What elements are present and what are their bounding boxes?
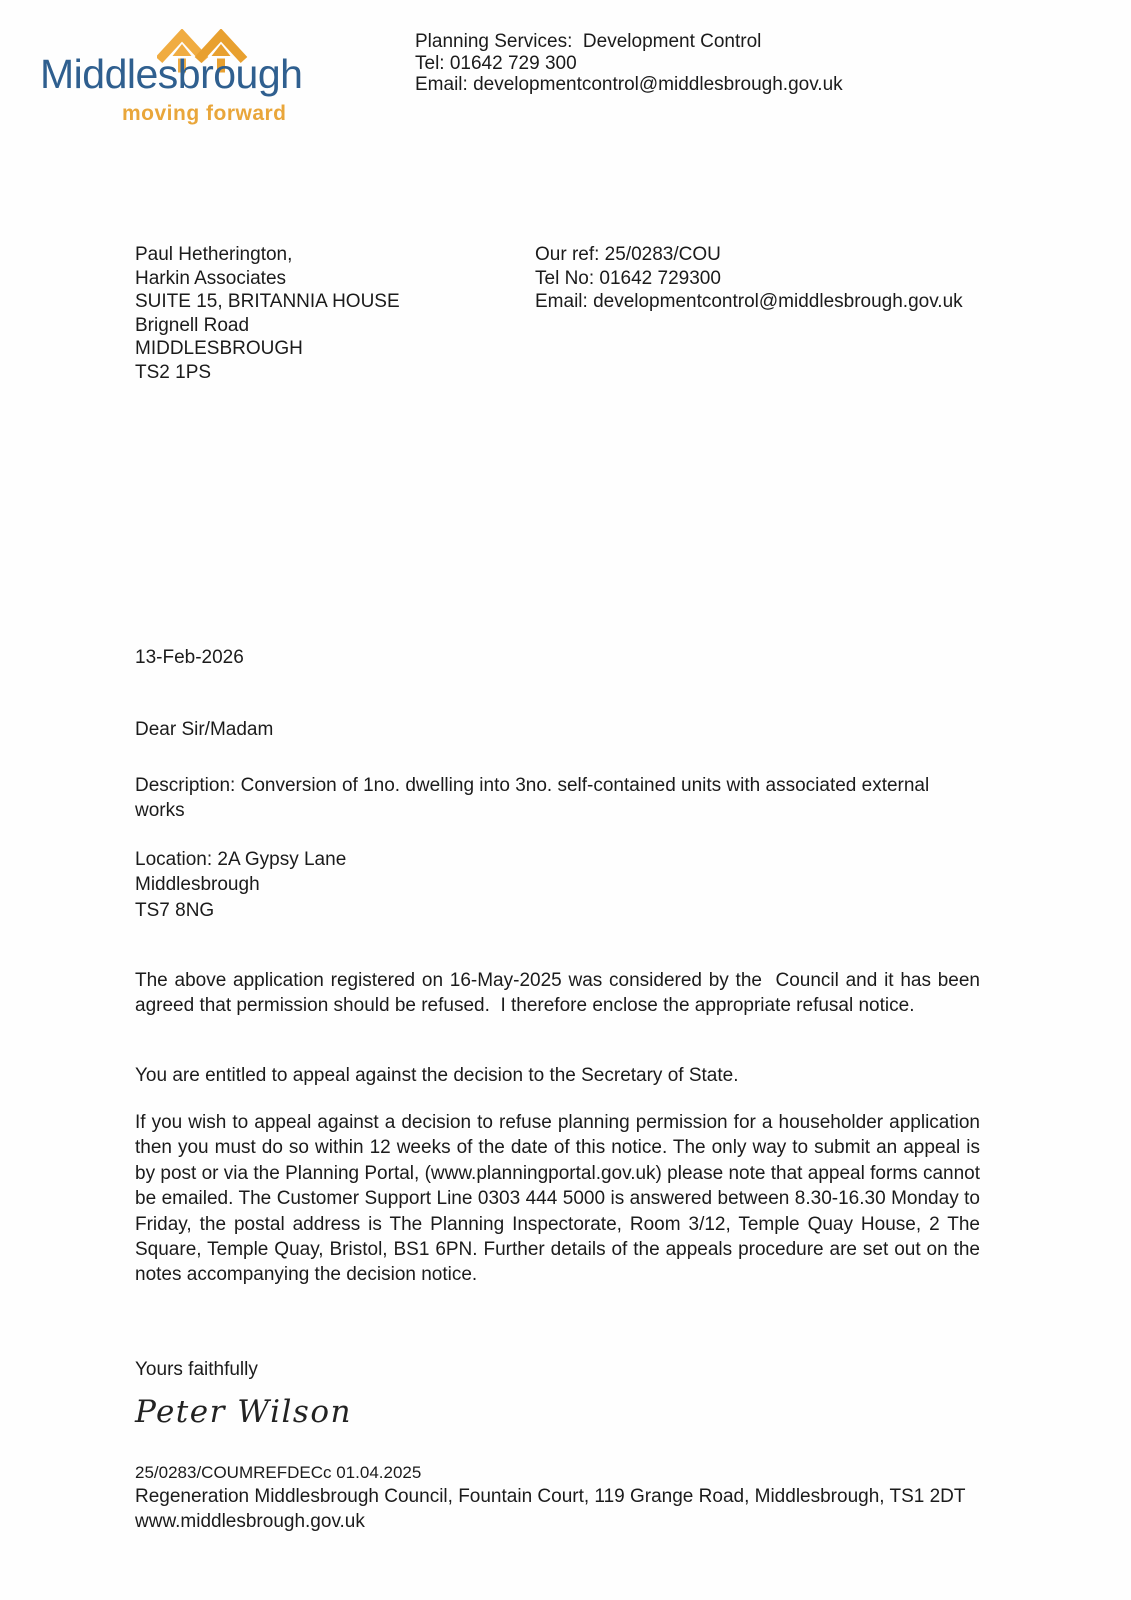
location-block xyxy=(135,847,346,923)
footer-address: Regeneration Middlesbrough Council, Fountain Court, 119 Grange Road, Middlesbrough, TS1 2DT xyxy=(135,1486,966,1507)
recipient-line: Paul Hetherington, xyxy=(135,244,293,265)
signature: Peter Wilson xyxy=(135,1394,352,1430)
recipient-line: Brignell Road xyxy=(135,314,250,336)
header-department: Planning Services: Development Control xyxy=(415,31,762,52)
reference-email: Email: developmentcontrol@middlesbrough.gov.uk xyxy=(535,291,963,313)
letter-date: 13-Feb-2026 xyxy=(135,647,244,668)
logo-title: Middlesbrough xyxy=(40,51,303,97)
recipient-line: Harkin Associates xyxy=(135,267,287,289)
location-line: Location: 2A Gypsy Lane xyxy=(135,849,347,870)
body-paragraph-1: The above application registered on 16-May-2025 was considered by the Council and it has been agreed that permission should be refused. I therefore enclose the appropriate refusal notice. xyxy=(135,970,986,1017)
logo-tagline: moving forward xyxy=(122,102,287,125)
location-line: TS7 8NG xyxy=(135,899,215,921)
recipient-line: TS2 1PS xyxy=(135,361,212,383)
description-line: Description: Conversion of 1no. dwelling into 3no. self-contained units with associated external works xyxy=(135,775,930,822)
body-paragraph-3: If you wish to appeal against a decision to refuse planning permission for a householder application then you must do so within 12 weeks of the date of this notice. The only way to submit an appeal is by post or via the Planning Portal, (www.planningportal.gov.uk) please note that appeal forms cannot be emailed. The Customer Support Line 0303 444 5000 is answered between 8.30-16.30 Monday to Friday, the postal address is The Planning Inspectorate, Room 3/12, Temple Quay House, 2 The Square, Temple Quay, Bristol, BS1 6PN. Further details of the appeals procedure are set out on the notes accompanying the decision notice. xyxy=(135,1112,986,1286)
closing: Yours faithfully xyxy=(135,1359,258,1380)
location-line: Middlesbrough xyxy=(135,874,260,896)
header-tel: Tel: 01642 729 300 xyxy=(415,52,577,74)
recipient-address xyxy=(135,243,400,385)
reference-tel: Tel No: 01642 729300 xyxy=(535,267,721,289)
recipient-line: SUITE 15, BRITANNIA HOUSE xyxy=(135,291,400,313)
body-paragraph-2: You are entitled to appeal against the decision to the Secretary of State. xyxy=(135,1065,739,1086)
reference-block xyxy=(535,243,963,314)
salutation: Dear Sir/Madam xyxy=(135,719,274,740)
header-email: Email: developmentcontrol@middlesbrough.gov.uk xyxy=(415,74,843,95)
recipient-line: MIDDLESBROUGH xyxy=(135,338,303,360)
reference-our-ref: Our ref: 25/0283/COU xyxy=(535,244,721,265)
header-contact xyxy=(415,31,843,96)
footer-ref: 25/0283/COUMREFDECc 01.04.2025 xyxy=(135,1463,422,1482)
footer-website: www.middlesbrough.gov.uk xyxy=(135,1511,365,1532)
footer xyxy=(135,1461,1035,1534)
